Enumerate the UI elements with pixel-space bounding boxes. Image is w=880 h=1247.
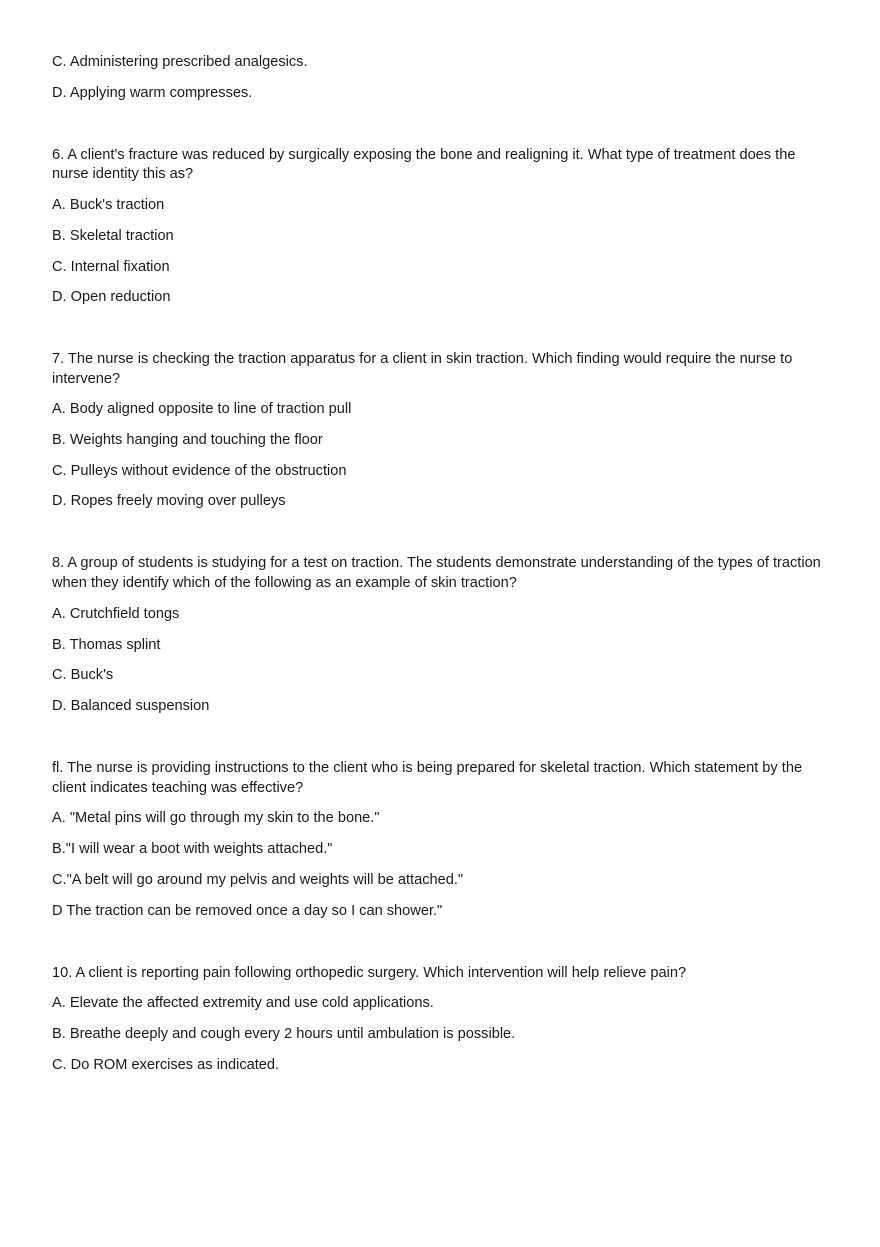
question-7-option-b: B. Weights hanging and touching the floor bbox=[52, 432, 323, 448]
question-8-option-c: C. Buck's bbox=[52, 667, 114, 683]
question-6-option-d: D. Open reduction bbox=[52, 289, 171, 305]
question-9-option-a: A. "Metal pins will go through my skin to the bone." bbox=[52, 810, 380, 826]
question-7-option-d: D. Ropes freely moving over pulleys bbox=[52, 493, 286, 509]
question-8-option-b: B. Thomas splint bbox=[52, 637, 161, 653]
question-9-option-d: D The traction can be removed once a day so I can shower." bbox=[52, 903, 443, 919]
question-9-option-c: C."A belt will go around my pelvis and weights will be attached." bbox=[52, 872, 464, 888]
question-6-option-b: B. Skeletal traction bbox=[52, 228, 174, 244]
question-6-stem-line1: 6. A client's fracture was reduced by surgically exposing the bone and realigning it. What type of treatment does the bbox=[52, 147, 796, 163]
question-10-option-c: C. Do ROM exercises as indicated. bbox=[52, 1057, 280, 1073]
question-7-option-a: A. Body aligned opposite to line of traction pull bbox=[52, 401, 352, 417]
question-10-stem: 10. A client is reporting pain following orthopedic surgery. Which intervention will help relieve pain? bbox=[52, 965, 687, 981]
question-7-option-c: C. Pulleys without evidence of the obstruction bbox=[52, 463, 347, 479]
question-8-stem-line2: when they identify which of the following as an example of skin traction? bbox=[52, 575, 517, 591]
question-6-option-a: A. Buck's traction bbox=[52, 197, 165, 213]
question-8-option-a: A. Crutchfield tongs bbox=[52, 606, 180, 622]
question-9-stem-line2: client indicates teaching was effective? bbox=[52, 780, 304, 796]
question-7-stem-line2: intervene? bbox=[52, 371, 121, 387]
question-9-option-b: B."I will wear a boot with weights attached." bbox=[52, 841, 333, 857]
question-6-stem-line2: nurse identity this as? bbox=[52, 166, 194, 182]
question-8-stem-line1: 8. A group of students is studying for a test on traction. The students demonstrate understanding of the types of traction bbox=[52, 555, 821, 571]
question-7-stem-line1: 7. The nurse is checking the traction apparatus for a client in skin traction. Which finding would require the nurse to bbox=[52, 351, 793, 367]
question-10-option-b: B. Breathe deeply and cough every 2 hours until ambulation is possible. bbox=[52, 1026, 516, 1042]
question-8-option-d: D. Balanced suspension bbox=[52, 698, 210, 714]
prev-option-d: D. Applying warm compresses. bbox=[52, 85, 253, 101]
question-10-option-a: A. Elevate the affected extremity and use cold applications. bbox=[52, 995, 434, 1011]
prev-option-c: C. Administering prescribed analgesics. bbox=[52, 54, 308, 70]
question-6-option-c: C. Internal fixation bbox=[52, 259, 170, 275]
question-9-stem-line1: fl. The nurse is providing instructions to the client who is being prepared for skeletal traction. Which statement by the bbox=[52, 760, 803, 776]
